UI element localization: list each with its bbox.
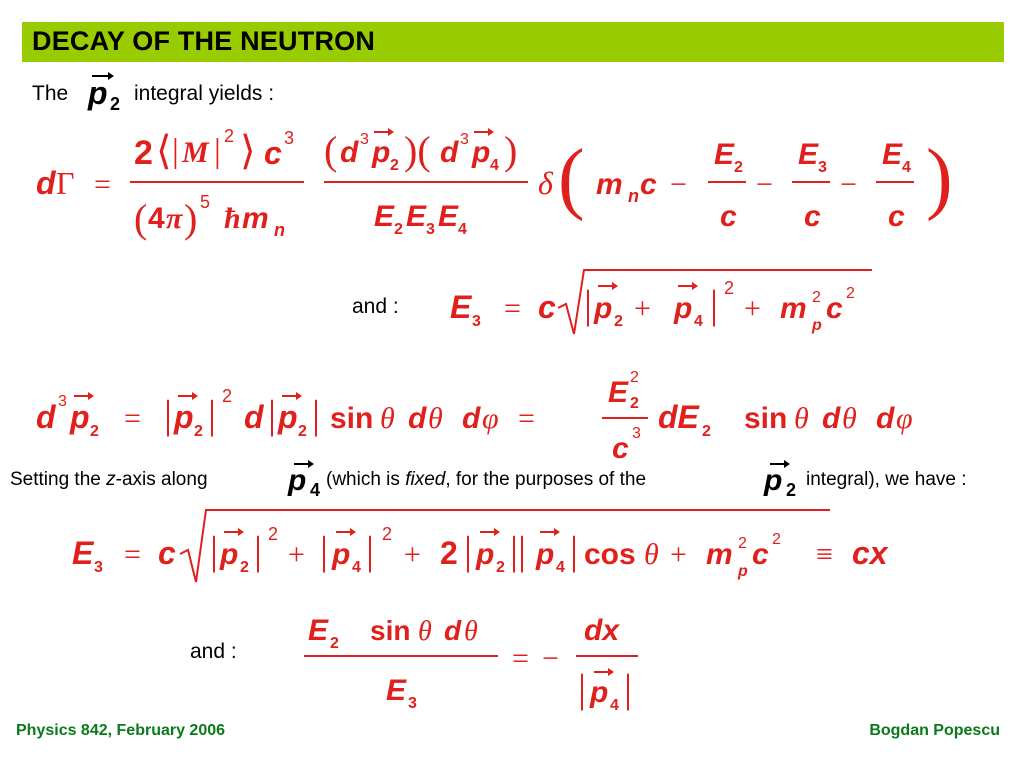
svg-text:|: |	[268, 392, 277, 437]
footer-course: Physics 842, February 2006	[16, 722, 226, 739]
svg-text:θ: θ	[464, 616, 478, 647]
setting-line	[10, 469, 208, 491]
svg-text:p: p	[536, 538, 555, 571]
svg-text:): )	[504, 128, 518, 173]
svg-text:2: 2	[702, 423, 711, 440]
setting-purposes: , for the purposes of the	[445, 469, 647, 490]
svg-text:4: 4	[458, 221, 467, 238]
svg-text:−: −	[542, 642, 559, 675]
svg-text:d: d	[244, 399, 264, 435]
svg-text:p: p	[472, 136, 491, 169]
svg-text:E: E	[386, 674, 407, 707]
svg-text:φ: φ	[482, 402, 499, 435]
svg-text:m: m	[780, 292, 807, 325]
svg-text:|: |	[210, 528, 219, 573]
svg-text:⟨: ⟨	[156, 128, 172, 173]
svg-text:(: (	[324, 128, 338, 173]
svg-text:c: c	[264, 135, 282, 171]
svg-text:4: 4	[902, 159, 911, 176]
svg-text:|: |	[172, 133, 179, 170]
svg-text:|: |	[464, 528, 473, 573]
svg-text:p: p	[332, 538, 351, 571]
svg-text:3: 3	[472, 313, 481, 330]
p2-vector-symbol	[86, 70, 130, 119]
svg-text:4: 4	[490, 157, 499, 174]
svg-text:sin: sin	[330, 402, 374, 435]
svg-text:E: E	[374, 200, 395, 233]
svg-text:p: p	[764, 464, 783, 497]
svg-text:|: |	[208, 392, 217, 437]
svg-text:E: E	[308, 614, 329, 647]
svg-text:2: 2	[110, 94, 121, 114]
svg-text:5: 5	[200, 192, 211, 212]
p4-vector-symbol	[286, 458, 330, 505]
svg-text:θ: θ	[842, 402, 857, 435]
svg-text:3: 3	[94, 559, 103, 576]
svg-text:c: c	[158, 535, 176, 571]
svg-text:=: =	[124, 538, 141, 571]
svg-text:|: |	[312, 392, 321, 437]
svg-text:|: |	[164, 392, 173, 437]
svg-text:c: c	[720, 200, 737, 233]
svg-text:2: 2	[222, 386, 233, 406]
setting-middle	[326, 469, 646, 491]
svg-text:+: +	[670, 538, 687, 571]
svg-text:3: 3	[284, 128, 295, 148]
and-label-1: and :	[352, 295, 399, 318]
svg-text:m: m	[706, 538, 733, 571]
svg-text:d: d	[822, 402, 841, 435]
svg-text:4: 4	[556, 559, 565, 576]
p2-vector-symbol-inline	[762, 458, 806, 505]
svg-text:≡: ≡	[816, 538, 833, 571]
svg-text:|: |	[254, 528, 263, 573]
svg-text:|: |	[570, 528, 579, 573]
svg-text:2: 2	[134, 134, 153, 172]
svg-text:δ: δ	[538, 165, 553, 201]
svg-text:4: 4	[694, 313, 703, 330]
equation-momentum-element	[34, 362, 994, 465]
svg-text:d: d	[36, 165, 56, 201]
and-label-2: and :	[190, 640, 237, 663]
svg-text:c: c	[612, 432, 629, 465]
svg-text:p: p	[812, 317, 822, 334]
equation-e3-cosine	[70, 504, 950, 590]
svg-text:2: 2	[440, 535, 458, 571]
svg-text:E: E	[798, 138, 819, 171]
svg-text:2: 2	[812, 289, 821, 306]
svg-text:sin: sin	[370, 615, 411, 646]
setting-axis-along: -axis along	[115, 469, 208, 490]
svg-text:3: 3	[408, 695, 417, 712]
title-bar	[22, 22, 1004, 62]
svg-text:)(: )(	[404, 128, 431, 173]
svg-text:4: 4	[310, 480, 321, 500]
svg-text:2: 2	[846, 285, 855, 302]
svg-text:(: (	[134, 196, 148, 241]
svg-text:c: c	[888, 200, 905, 233]
equation-e3-energy	[448, 262, 888, 342]
svg-text:π: π	[166, 202, 183, 235]
svg-text:θ: θ	[644, 538, 659, 571]
svg-text:d: d	[440, 136, 459, 169]
svg-text:c: c	[640, 168, 657, 201]
svg-text:d: d	[462, 402, 481, 435]
equation-substitution	[300, 606, 660, 716]
svg-text:+: +	[288, 538, 305, 571]
svg-text:−: −	[670, 168, 687, 201]
svg-text:4: 4	[352, 559, 361, 576]
svg-text:cx: cx	[852, 535, 888, 571]
svg-text:E: E	[406, 200, 427, 233]
svg-text:p: p	[738, 563, 748, 580]
svg-text:2: 2	[298, 423, 307, 440]
svg-text:2: 2	[390, 157, 399, 174]
svg-text:2: 2	[224, 126, 235, 146]
setting-prefix: Setting the	[10, 469, 101, 490]
svg-text:M: M	[182, 136, 209, 169]
svg-text:n: n	[628, 186, 639, 206]
svg-text:): )	[184, 196, 198, 241]
svg-text:+: +	[744, 292, 761, 325]
svg-text:d: d	[444, 615, 462, 646]
svg-text:2: 2	[382, 524, 393, 544]
svg-text:3: 3	[426, 221, 435, 238]
svg-text:2: 2	[724, 278, 735, 298]
svg-text:+: +	[634, 292, 651, 325]
svg-text:+: +	[404, 538, 421, 571]
svg-text:3: 3	[360, 131, 369, 148]
svg-text:p: p	[594, 292, 613, 325]
svg-text:2: 2	[786, 480, 797, 500]
svg-text:p: p	[288, 464, 307, 497]
svg-text:E: E	[450, 289, 472, 325]
svg-text:d: d	[876, 402, 895, 435]
svg-text:E: E	[882, 138, 903, 171]
svg-text:2: 2	[734, 159, 743, 176]
svg-text:θ: θ	[380, 402, 395, 435]
setting-which-is: (which is	[326, 469, 400, 490]
svg-text:=: =	[504, 292, 521, 325]
svg-text:3: 3	[58, 393, 67, 410]
footer-author: Bogdan Popescu	[869, 722, 1000, 739]
svg-text:2: 2	[738, 535, 747, 552]
svg-text:2: 2	[772, 531, 781, 548]
svg-text:|: |	[320, 528, 329, 573]
svg-text:2: 2	[630, 395, 639, 412]
svg-text:p: p	[590, 676, 609, 709]
svg-text:2: 2	[194, 423, 203, 440]
svg-text:|: |	[584, 282, 593, 327]
svg-text:E: E	[608, 376, 629, 409]
svg-text:m: m	[596, 168, 623, 201]
svg-text:Γ: Γ	[56, 165, 75, 201]
svg-text:3: 3	[632, 425, 641, 442]
svg-text:p: p	[674, 292, 693, 325]
setting-fixed: fixed	[405, 469, 446, 490]
svg-text:2: 2	[330, 635, 339, 652]
svg-text:2: 2	[268, 524, 279, 544]
svg-text:p: p	[476, 538, 495, 571]
svg-text:−: −	[840, 168, 857, 201]
svg-text:|: |	[578, 666, 587, 711]
equation-decay-rate	[34, 118, 994, 248]
svg-text:2: 2	[90, 423, 99, 440]
svg-text:|: |	[624, 666, 633, 711]
svg-text:c: c	[804, 200, 821, 233]
setting-z: z	[106, 469, 116, 490]
svg-text:n: n	[274, 220, 285, 240]
svg-text:θ: θ	[418, 616, 432, 647]
svg-text:sin: sin	[744, 402, 788, 435]
svg-text:2: 2	[240, 559, 249, 576]
svg-text:(: (	[558, 134, 585, 222]
svg-text:d: d	[36, 399, 56, 435]
svg-text:d: d	[340, 136, 359, 169]
svg-text:φ: φ	[896, 402, 913, 435]
svg-text:m: m	[242, 202, 269, 235]
svg-text:3: 3	[818, 159, 827, 176]
svg-text:cos: cos	[584, 538, 636, 571]
svg-text:dx: dx	[584, 614, 620, 647]
svg-text:2: 2	[614, 313, 623, 330]
svg-text:2: 2	[394, 221, 403, 238]
svg-text:2: 2	[496, 559, 505, 576]
slide-title: DECAY OF THE NEUTRON	[32, 26, 376, 56]
svg-text:): )	[926, 134, 953, 222]
svg-text:4: 4	[148, 202, 165, 235]
svg-text:=: =	[124, 402, 141, 435]
svg-text:|: |	[710, 282, 719, 327]
svg-text:−: −	[756, 168, 773, 201]
svg-text:4: 4	[610, 697, 619, 714]
svg-text:ħ: ħ	[224, 202, 241, 235]
svg-text:d: d	[408, 402, 427, 435]
svg-text:E: E	[72, 535, 94, 571]
intro-suffix: integral yields :	[134, 82, 275, 105]
svg-text:=: =	[518, 402, 535, 435]
svg-text:⟩: ⟩	[240, 128, 256, 173]
svg-text:=: =	[94, 168, 111, 201]
svg-text:||: ||	[510, 528, 527, 573]
svg-text:p: p	[70, 399, 90, 435]
svg-text:E: E	[714, 138, 735, 171]
svg-text:p: p	[88, 75, 108, 111]
svg-text:3: 3	[460, 131, 469, 148]
svg-text:2: 2	[630, 369, 639, 386]
svg-text:p: p	[220, 538, 239, 571]
svg-text:dE: dE	[658, 399, 699, 435]
svg-text:c: c	[538, 289, 556, 325]
svg-text:c: c	[752, 538, 769, 571]
svg-text:c: c	[826, 292, 843, 325]
svg-text:p: p	[174, 399, 194, 435]
svg-text:p: p	[372, 136, 391, 169]
svg-text:p: p	[278, 399, 298, 435]
svg-text:θ: θ	[428, 402, 443, 435]
svg-text:|: |	[366, 528, 375, 573]
svg-text:=: =	[512, 642, 529, 675]
intro-prefix: The	[32, 82, 69, 105]
svg-text:E: E	[438, 200, 459, 233]
svg-text:θ: θ	[794, 402, 809, 435]
setting-suffix: integral), we have :	[806, 469, 967, 490]
svg-text:|: |	[214, 133, 221, 170]
